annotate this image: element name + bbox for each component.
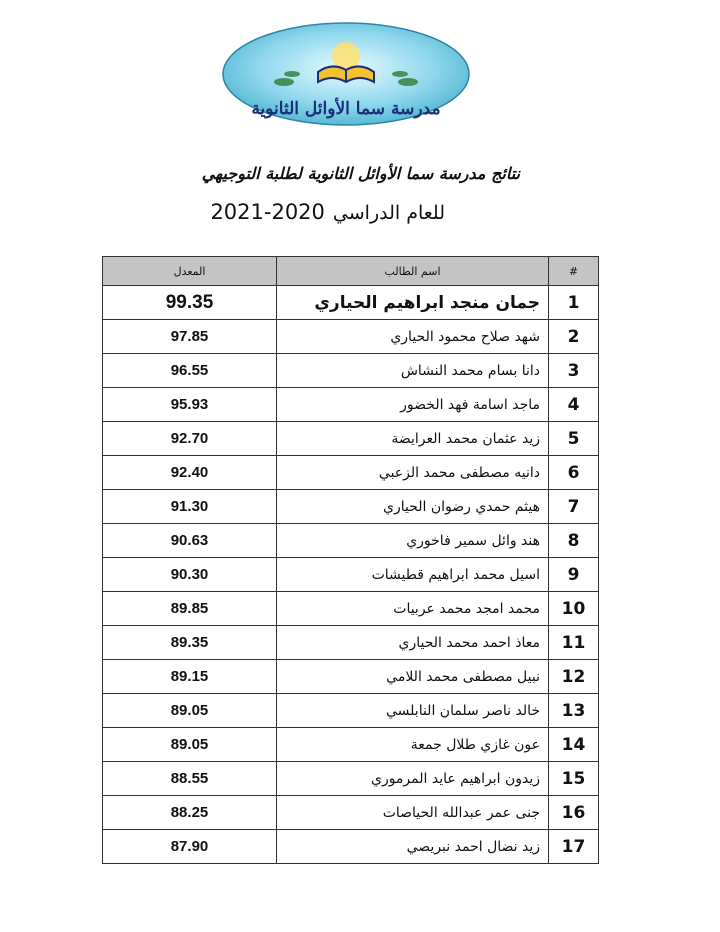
student-name-cell: ماجد اسامة فهد الخضور (277, 388, 549, 422)
table-row (103, 354, 599, 388)
rank-cell: 13 (549, 694, 599, 728)
student-name-cell: معاذ احمد محمد الحياري (277, 626, 549, 660)
year-label: للعام الدراسي (332, 202, 445, 224)
student-name-cell: زيدون ابراهيم عايد المرموري (277, 762, 549, 796)
student-name-cell: هند وائل سمير فاخوري (277, 524, 549, 558)
table-row (103, 524, 599, 558)
average-cell: 88.25 (103, 796, 277, 830)
student-name-cell: زيد عثمان محمد العرايضة (277, 422, 549, 456)
student-name-cell: زيد نضال احمد نبريصي (277, 830, 549, 864)
rank-cell: 14 (549, 728, 599, 762)
average-cell: 88.55 (103, 762, 277, 796)
table-row (103, 626, 599, 660)
student-name-cell: خالد ناصر سلمان النابلسي (277, 694, 549, 728)
rank-cell: 11 (549, 626, 599, 660)
year-value: 2021-2020 (210, 200, 325, 224)
average-cell: 90.63 (103, 524, 277, 558)
table-header-row (103, 257, 599, 286)
table-row (103, 320, 599, 354)
rank-cell: 10 (549, 592, 599, 626)
rank-cell: 9 (549, 558, 599, 592)
average-cell: 89.05 (103, 728, 277, 762)
table-row (103, 558, 599, 592)
rank-cell: 5 (549, 422, 599, 456)
school-year (150, 200, 445, 224)
results-table-container (102, 256, 598, 864)
rank-cell: 16 (549, 796, 599, 830)
table-row (103, 728, 599, 762)
student-name-cell: عون غازي طلال جمعة (277, 728, 549, 762)
rank-cell: 7 (549, 490, 599, 524)
average-cell: 90.30 (103, 558, 277, 592)
student-name-cell: دانيه مصطفى محمد الزعبي (277, 456, 549, 490)
table-row (103, 490, 599, 524)
results-table (102, 256, 599, 864)
average-cell: 95.93 (103, 388, 277, 422)
rank-cell: 4 (549, 388, 599, 422)
table-row (103, 592, 599, 626)
table-row (103, 388, 599, 422)
average-cell: 89.35 (103, 626, 277, 660)
average-cell: 92.40 (103, 456, 277, 490)
table-row (103, 456, 599, 490)
rank-cell: 12 (549, 660, 599, 694)
student-name-cell: نبيل مصطفى محمد اللامي (277, 660, 549, 694)
school-logo (222, 22, 470, 126)
table-row (103, 796, 599, 830)
student-name-cell: اسيل محمد ابراهيم قطيشات (277, 558, 549, 592)
average-cell: 89.15 (103, 660, 277, 694)
student-name-cell: جنى عمر عبدالله الحياصات (277, 796, 549, 830)
rank-cell: 1 (549, 286, 599, 320)
student-name-cell: محمد امجد محمد عربيات (277, 592, 549, 626)
average-cell: 97.85 (103, 320, 277, 354)
rank-cell: 3 (549, 354, 599, 388)
student-name-cell: شهد صلاح محمود الحياري (277, 320, 549, 354)
rank-cell: 17 (549, 830, 599, 864)
table-row (103, 422, 599, 456)
table-row (103, 830, 599, 864)
rank-cell: 2 (549, 320, 599, 354)
student-name-cell: دانا بسام محمد النشاش (277, 354, 549, 388)
average-cell: 96.55 (103, 354, 277, 388)
table-row (103, 694, 599, 728)
average-cell: 99.35 (103, 286, 277, 320)
column-header-average: المعدل (103, 257, 277, 286)
student-name-cell: هيثم حمدي رضوان الحياري (277, 490, 549, 524)
column-header-rank: # (549, 257, 599, 286)
average-cell: 89.05 (103, 694, 277, 728)
average-cell: 87.90 (103, 830, 277, 864)
logo-text: مدرسة سما الأوائل الثانوية (251, 99, 441, 119)
table-row (103, 762, 599, 796)
average-cell: 92.70 (103, 422, 277, 456)
student-name-cell: جمان منجد ابراهيم الحياري (277, 286, 549, 320)
average-cell: 91.30 (103, 490, 277, 524)
table-row (103, 660, 599, 694)
table-row (103, 286, 599, 320)
rank-cell: 8 (549, 524, 599, 558)
column-header-name: اسم الطالب (277, 257, 549, 286)
page-title: نتائج مدرسة سما الأوائل الثانوية لطلبة التوجيهي (201, 164, 520, 183)
rank-cell: 6 (549, 456, 599, 490)
average-cell: 89.85 (103, 592, 277, 626)
rank-cell: 15 (549, 762, 599, 796)
